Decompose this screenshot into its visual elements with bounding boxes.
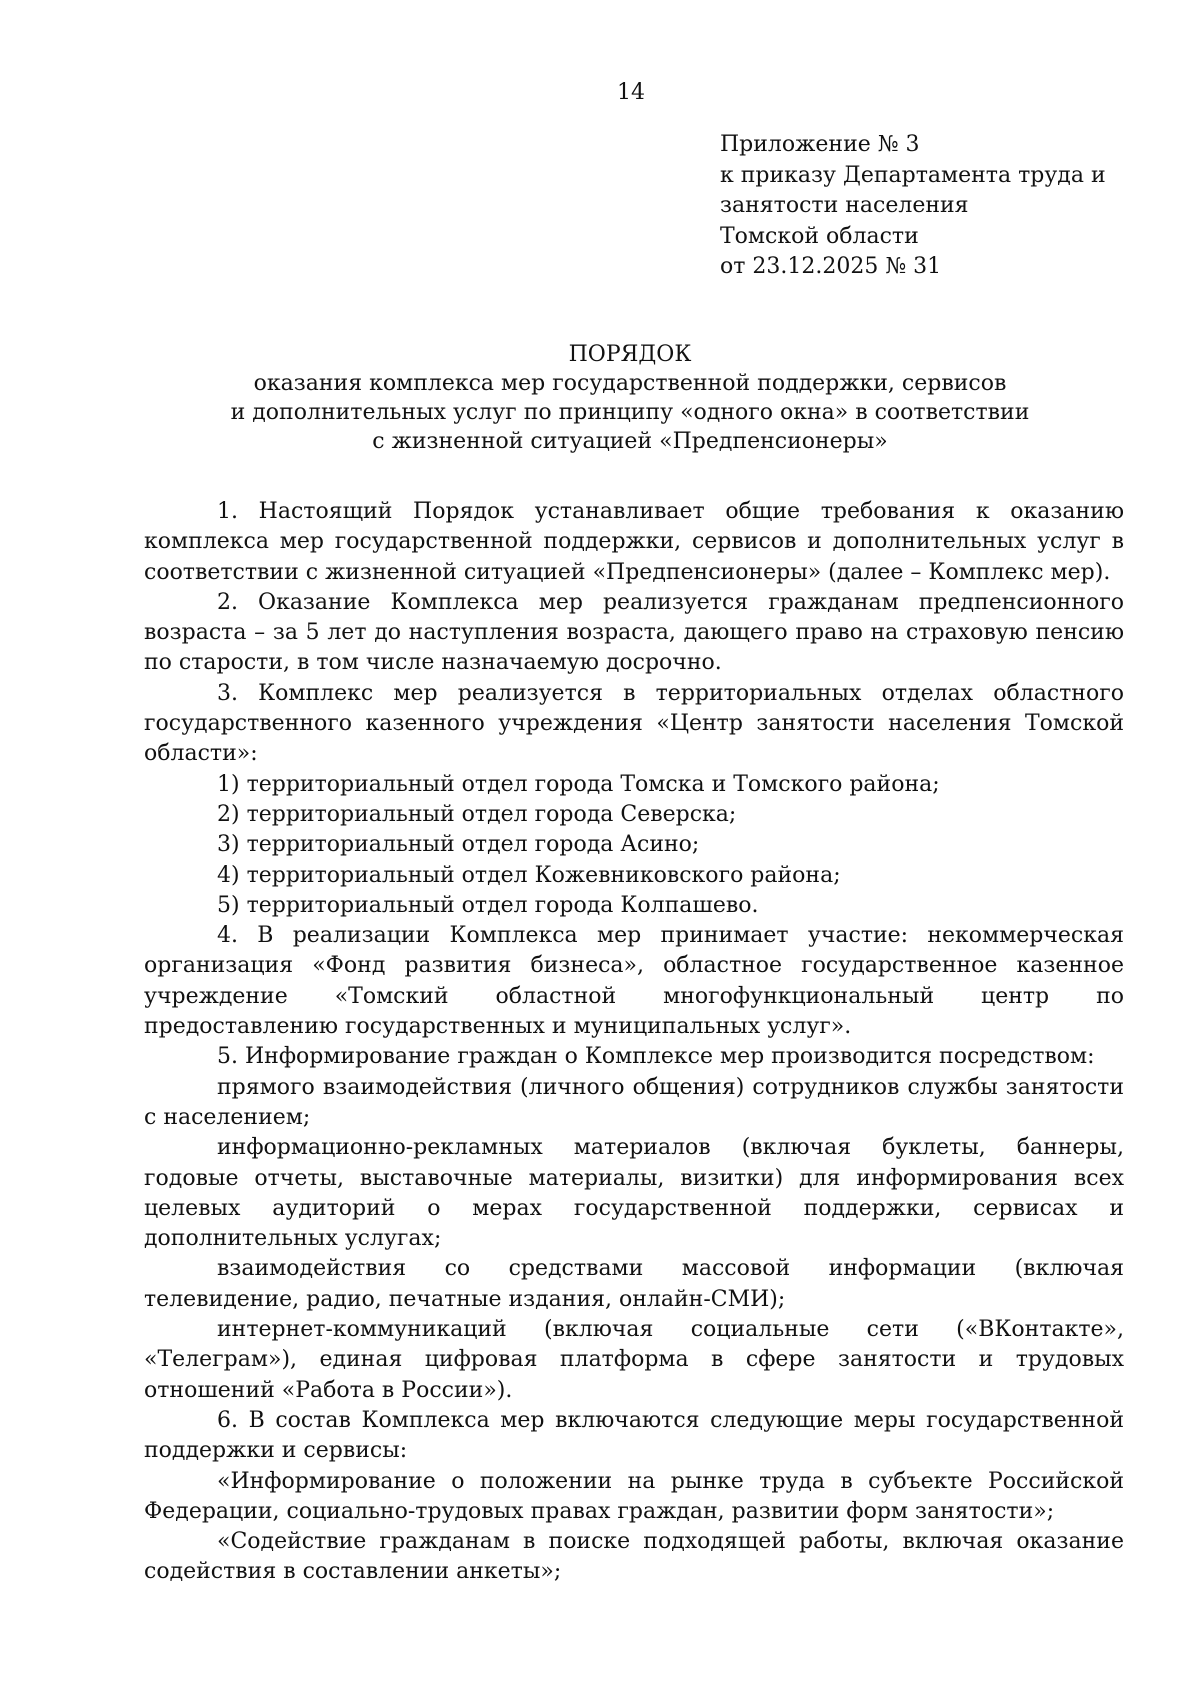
paragraph-5: 5. Информирование граждан о Комплексе мер производится посредством: xyxy=(217,1044,1095,1070)
paragraph-3: 3. Комплекс мер реализуется в территориальных отделах областного государственного казенного учреждения «Центр занятости населения Томской области»: xyxy=(144,680,1124,767)
paragraph-6b: «Содействие гражданам в поиске подходящей работы, включая оказание содействия в составлении анкеты»; xyxy=(144,1529,1124,1585)
paragraph-6a: «Информирование о положении на рынке труда в субъекте Российской Федерации, социально-трудовых правах граждан, развитии форм занятости»; xyxy=(144,1468,1124,1524)
title-subtitle-line: с жизненной ситуацией «Предпенсионеры» xyxy=(372,429,888,454)
paragraph-5c: взаимодействия со средствами массовой информации (включая телевидение, радио, печатные издания, онлайн-СМИ); xyxy=(144,1256,1124,1312)
paragraph-6: 6. В состав Комплекса мер включаются следующие меры государственной поддержки и сервисы: xyxy=(144,1407,1124,1464)
list-item: 3) территориальный отдел города Асино; xyxy=(217,832,700,858)
paragraph-2: 2. Оказание Комплекса мер реализуется гражданам предпенсионного возраста – за 5 лет до наступления возраста, дающего право на страховую пенсию по старости, в том числе назначаемую досрочно. xyxy=(144,589,1124,676)
page-number: 14 xyxy=(617,80,645,105)
title-subtitle-line: и дополнительных услуг по принципу «одного окна» в соответствии xyxy=(230,400,1030,425)
paragraph-5b: информационно-рекламных материалов (включая буклеты, баннеры, годовые отчеты, выставочные материалы, визитки) для информирования всех целевых аудиторий о мерах государственной поддержки, сервисах и дополнительных услугах; xyxy=(144,1135,1124,1252)
annex-line: Томской области xyxy=(720,223,919,249)
paragraph-1: 1. Настоящий Порядок устанавливает общие требования к оказанию комплекса мер государственной поддержки, сервисов и дополнительных услуг в соответствии с жизненной ситуацией «Предпенсионеры» (далее – Комплекс мер). xyxy=(144,499,1124,585)
list-item: 4) территориальный отдел Кожевниковского района; xyxy=(217,862,841,888)
paragraph-5a: прямого взаимодействия (личного общения) сотрудников службы занятости с населением; xyxy=(144,1074,1124,1130)
title-main: ПОРЯДОК xyxy=(568,342,692,367)
document-body xyxy=(144,497,1124,1588)
paragraph-5d: интернет-коммуникаций (включая социальные сети («ВКонтакте», «Телеграм»), единая цифровая платформа в сфере занятости и трудовых отношений «Работа в России»). xyxy=(144,1317,1124,1403)
annex-line: к приказу Департамента труда и xyxy=(720,162,1106,188)
paragraph-4: 4. В реализации Комплекса мер принимает участие: некоммерческая организация «Фонд развития бизнеса», областное государственное казенное учреждение «Томский областной многофункциональный центр по предоставлению государственных и муниципальных услуг». xyxy=(144,923,1124,1040)
annex-line: от 23.12.2025 № 31 xyxy=(720,254,942,279)
annex-line: Приложение № 3 xyxy=(720,132,920,157)
list-item: 1) территориальный отдел города Томска и Томского района; xyxy=(217,771,940,797)
annex-header xyxy=(720,130,1160,283)
list-item: 5) территориальный отдел города Колпашево. xyxy=(217,892,759,918)
annex-line: занятости населения xyxy=(720,193,969,218)
document-title xyxy=(140,340,1120,456)
title-subtitle-line: оказания комплекса мер государственной поддержки, сервисов xyxy=(253,371,1007,396)
list-item: 2) территориальный отдел города Северска; xyxy=(217,801,737,827)
